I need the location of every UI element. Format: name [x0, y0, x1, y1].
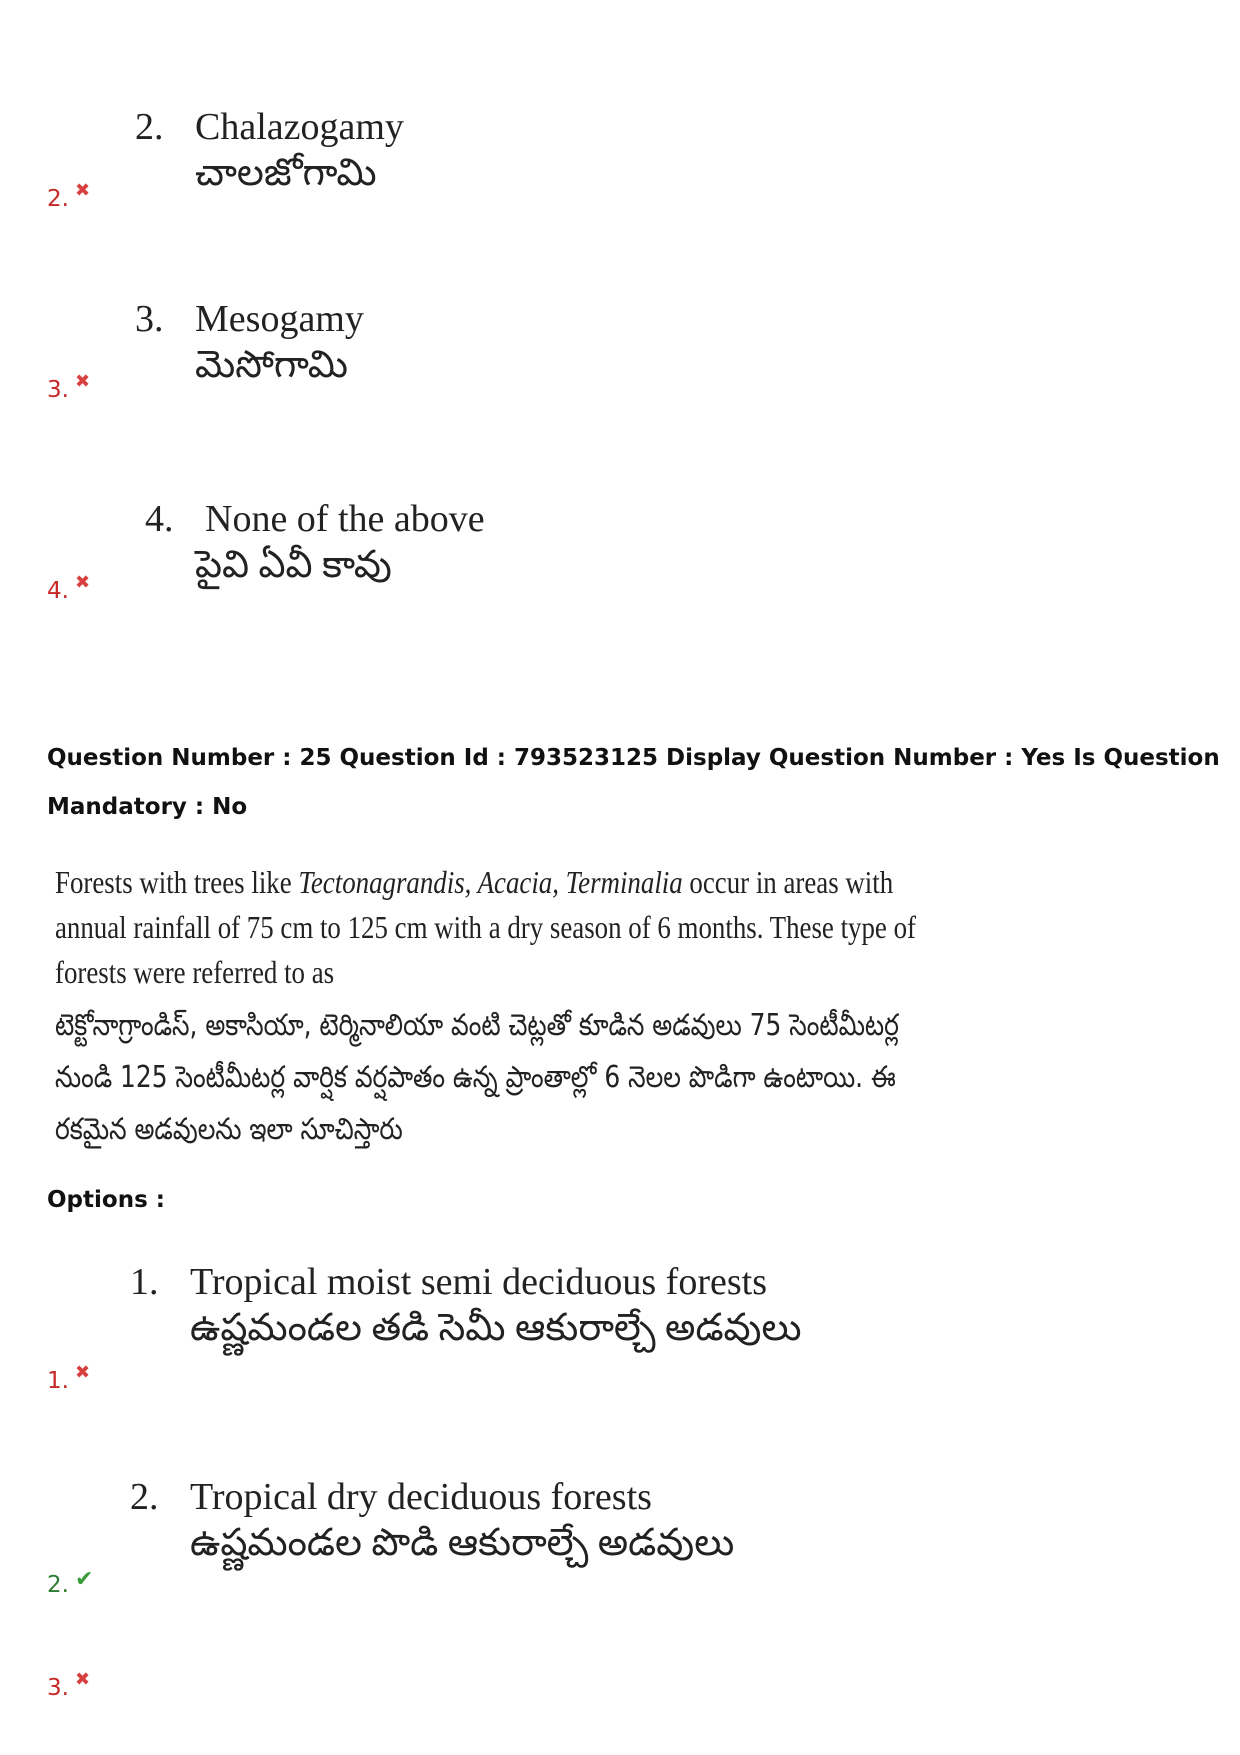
option-3-marker: [47, 371, 91, 403]
option-2-marker: [47, 180, 91, 212]
option-4-marker: [47, 572, 91, 604]
option-number: 2.: [130, 1476, 159, 1518]
question-text-en: Forests with trees like Tectonagrandis, Acacia, Terminalia occur in areas with annual rainfall of 75 cm to 125 cm with a dry season of 6 months. These type of forests were referred to as: [55, 864, 916, 990]
option-1-content: [130, 1260, 802, 1359]
question-text-te: టెక్టోనాగ్రాండిస్, అకాసియా, టెర్మినాలియా వంటి చెట్లతో కూడిన అడవులు 75 సెంటీమీటర్ల నుండి 125 సెంటీమీటర్ల వార్షిక వర్షపాతం ఉన్న ప్రాంతాల్లో 6 నెలల పొడిగా ఉంటాయి. ఈ రకమైన అడవులను ఇలా సూచిస్తారు: [55, 1008, 899, 1147]
option-text-te: ఉష్ణమండల పొడి ఆకురాల్చే అడవులు: [190, 1522, 735, 1564]
option-text-en: Tropical dry deciduous forests: [190, 1476, 652, 1518]
option-1-marker: [47, 1362, 91, 1394]
options-label: Options :: [47, 1187, 165, 1213]
option-text-en: Mesogamy: [195, 298, 364, 340]
option-3-marker: [47, 1669, 91, 1701]
question-meta-line1: Question Number : 25 Question Id : 793523125 Display Question Number : Yes Is Question: [47, 745, 1220, 771]
option-marker-label: 1.: [47, 1368, 69, 1394]
cross-icon: ✖: [74, 1362, 91, 1383]
option-marker-label: 3.: [47, 377, 69, 403]
check-icon: ✔: [74, 1567, 94, 1592]
option-text-te: పైవి ఏవీ కావు: [195, 544, 392, 586]
option-text-te: ఉష్ణమండల తడి సెమీ ఆకురాల్చే అడవులు: [190, 1307, 802, 1349]
option-3-content: [135, 297, 364, 396]
option-text-en: Chalazogamy: [195, 106, 404, 148]
option-marker-label: 2.: [47, 186, 69, 212]
option-number: 3.: [135, 298, 164, 340]
option-number: 4.: [145, 498, 174, 540]
option-text-te: మెసోగామి: [195, 344, 348, 386]
option-text-en: Tropical moist semi deciduous forests: [190, 1261, 767, 1303]
cross-icon: ✖: [74, 180, 91, 201]
option-number: 1.: [130, 1261, 159, 1303]
option-text-en: None of the above: [205, 498, 485, 540]
species-names: Tectonagrandis, Acacia, Terminalia: [298, 864, 683, 900]
option-4-content: [145, 497, 485, 596]
option-marker-label: 2.: [47, 1572, 69, 1598]
option-marker-label: 3.: [47, 1675, 69, 1701]
option-text-te: చాలజోగామి: [195, 152, 377, 194]
cross-icon: ✖: [74, 1669, 91, 1690]
option-2-content: [130, 1475, 734, 1574]
option-2-marker: [47, 1567, 94, 1598]
cross-icon: ✖: [74, 371, 91, 392]
option-marker-label: 4.: [47, 578, 69, 604]
option-2-content: [135, 105, 404, 204]
option-number: 2.: [135, 106, 164, 148]
cross-icon: ✖: [74, 572, 91, 593]
question-meta-line2: Mandatory : No: [47, 794, 248, 820]
